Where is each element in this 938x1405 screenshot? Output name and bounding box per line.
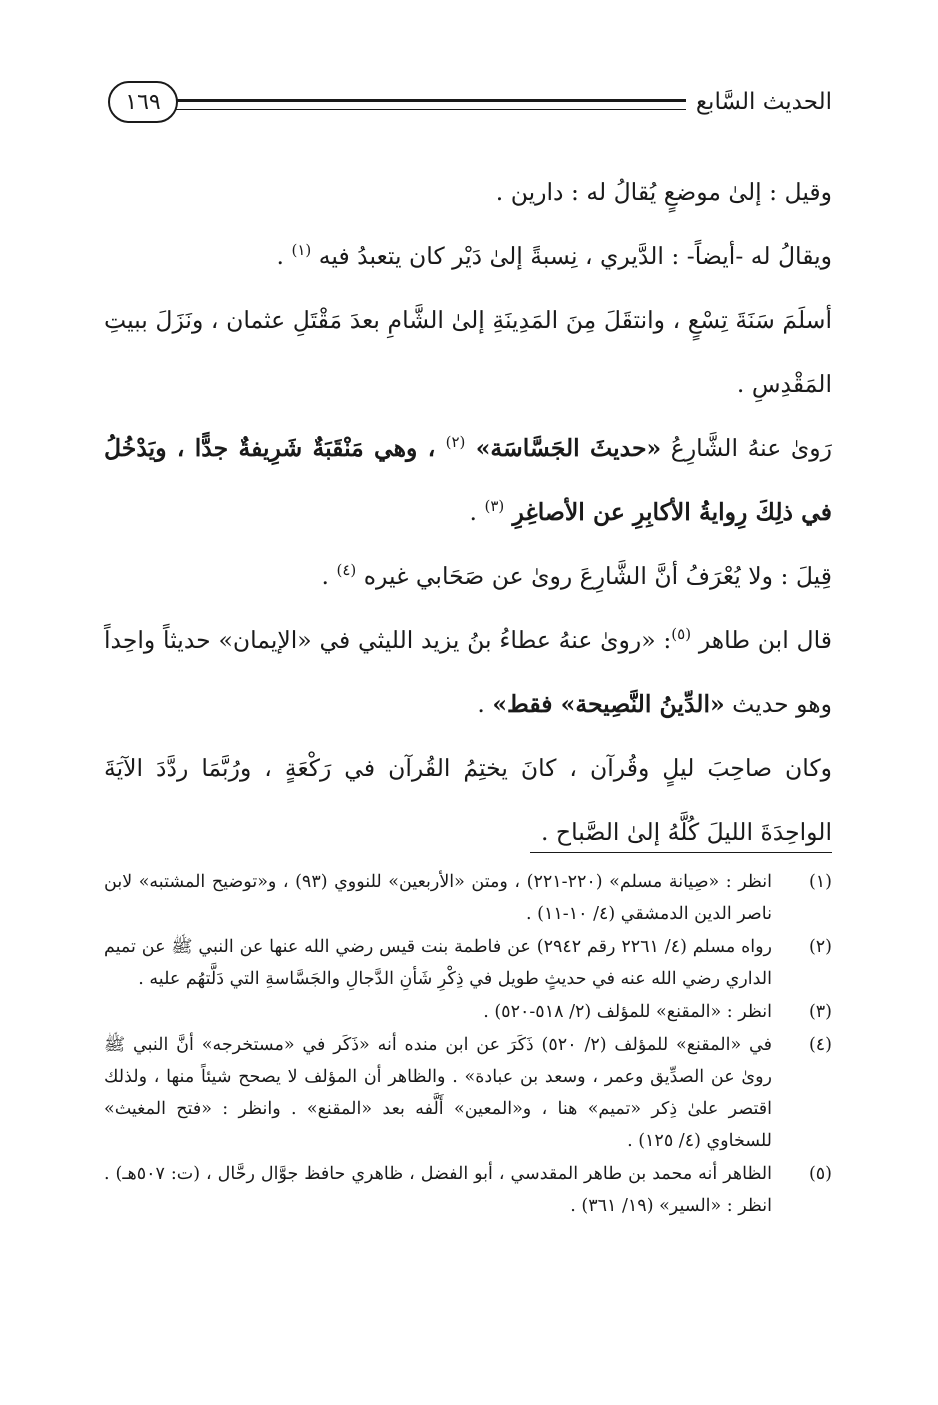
paragraph-6-text-a: قال ابن طاهر (698, 626, 832, 654)
header-rule (176, 99, 686, 110)
footnote-text: انظر : «صِيانة مسلم» (٢٢٠-٢٢١) ، ومتن «الأربعين» للنووي (٩٣) ، و«توضيح المشتبه» لابن ناصر الدين الدمشقي (٤/ ١٠-١١) . (104, 872, 772, 924)
paragraph-4-text-c: ، وهي مَنْقَبَةٌ شَرِيفةٌ جدًّا ، ويَدْخُلُ في ذلِكَ رِوايةُ الأكابِرِ عن الأصاغِرِ (104, 434, 832, 526)
paragraph-6-end: . (477, 690, 493, 718)
footnote-ref-5[interactable]: (٥) (671, 625, 692, 643)
footnote-text: انظر : «المقنع» للمؤلف (٢/ ٥١٨-٥٢٠) . (483, 1002, 772, 1022)
footnote-1 (104, 866, 832, 930)
footnote-number: (٤) (808, 1035, 832, 1055)
paragraph-2-text: ويقالُ له -أيضاً- : الدَّيري ، نِسبةً إلىٰ دَيْر كان يتعبدُ فيه (318, 242, 832, 270)
footnote-ref-2[interactable]: (٢) (445, 433, 466, 451)
paragraph-4-text-a: رَوىٰ عنهُ الشَّارِعُ (661, 434, 832, 462)
footnote-2 (104, 931, 832, 995)
hadith-title: «حديثَ الجَسَّاسَة» (475, 434, 662, 462)
paragraph-6 (104, 608, 832, 736)
paragraph-2-end: . (276, 242, 292, 270)
paragraph-5 (104, 544, 832, 608)
paragraph-1 (104, 160, 832, 224)
paragraph-1-text: وقيل : إلىٰ موضعٍ يُقالُ له : دارين . (495, 178, 832, 206)
footnote-ref-4[interactable]: (٤) (336, 561, 357, 579)
footnote-text: الظاهر أنه محمد بن طاهر المقدسي ، أبو الفضل ، ظاهري حافظ جوَّال رحَّال ، (ت: ٥٠٧هـ) . انظر : «السير» (١٩/ ٣٦١) . (104, 1164, 773, 1216)
paragraph-4-end: . (469, 498, 485, 526)
footnote-3 (104, 996, 832, 1028)
paragraph-6-text-b: : «روىٰ عنهُ عطاءُ بنُ يزيد الليثي في «الإيمان» حديثاً واحِداً وهو حديث (104, 626, 832, 718)
footnote-ref-1[interactable]: (١) (291, 241, 312, 259)
footnote-number: (٣) (808, 1002, 832, 1022)
main-text (104, 160, 832, 864)
footnote-number: (١) (808, 872, 832, 892)
chapter-title: الحديث السَّابع (695, 89, 832, 115)
paragraph-4 (104, 416, 832, 544)
footnote-4 (104, 1029, 832, 1157)
page-number: ١٦٩ (108, 81, 178, 123)
paragraph-3-text: أسلَمَ سَنَةَ تِسْعٍ ، وانتقَلَ مِنَ المَدِينَةِ إلىٰ الشَّامِ بعدَ مَقْتَلِ عثمان ، ونَزَلَ ببيتِ المَقْدِسِ . (104, 306, 832, 398)
paragraph-2 (104, 224, 832, 288)
hadith-nasiha: «الدِّينُ النَّصِيحة» فقط» (492, 690, 725, 718)
footnote-number: (٥) (808, 1164, 832, 1184)
paragraph-7 (104, 736, 832, 864)
paragraph-7-text: وكان صاحِبَ ليلٍ وقُرآن ، كانَ يختِمُ القُرآن في رَكْعَةٍ ، ورُبَّمَا ردَّدَ الآيَةَ الواحِدَةَ الليلَ كُلَّهُ إلىٰ الصَّباح . (104, 754, 832, 846)
paragraph-3 (104, 288, 832, 416)
running-header (108, 74, 832, 130)
footnote-ref-3[interactable]: (٣) (484, 497, 505, 515)
footnote-5 (104, 1158, 832, 1222)
footnote-separator (530, 852, 832, 853)
footnote-text: في «المقنع» للمؤلف (٢/ ٥٢٠) ذَكَرَ عن ابن منده أنه «ذَكَر في «مستخرجه» أنَّ النبي ﷺ روىٰ عن الصدِّيق وعمر ، وسعد بن عبادة» . والظاهر أن المؤلف لا يصحح شيئاً منها ، ولذلك اقتصر علىٰ ذِكر «تميم» هنا ، و«المعين» أَلَّفه بعد «المقنع» . وانظر : «فتح المغيث» للسخاوي (٤/ ١٢٥) . (104, 1035, 772, 1151)
paragraph-5-end: . (321, 562, 337, 590)
footnote-text: رواه مسلم (٤/ ٢٢٦١ رقم ٢٩٤٢) عن فاطمة بنت قيس رضي الله عنها عن النبي ﷺ عن تميم الداري رضي الله عنه في حديثٍ طويل في ذِكْرِ شَأنِ الدَّجالِ والجَسَّاسةِ التي دَلَّتهُم عليه . (104, 937, 772, 989)
footnotes (104, 866, 832, 1223)
paragraph-5-text: قِيلَ : ولا يُعْرَفُ أنَّ الشَّارِعَ روىٰ عن صَحَابي غيره (363, 562, 832, 590)
footnote-number: (٢) (808, 937, 832, 957)
